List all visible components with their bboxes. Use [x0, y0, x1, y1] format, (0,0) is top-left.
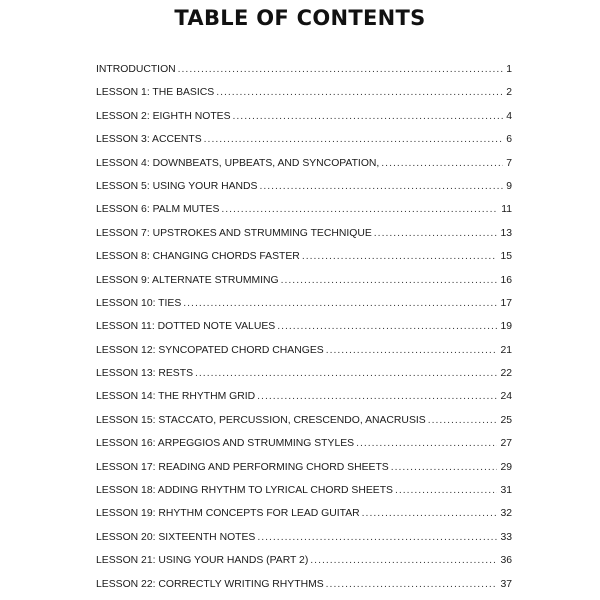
toc-entry: [96, 339, 512, 362]
toc-entry: [96, 128, 512, 151]
page-title: TABLE OF CONTENTS: [174, 6, 426, 30]
toc-entry-page-number: 31: [500, 485, 512, 497]
toc-entry-label: LESSON 6: PALM MUTES: [96, 204, 220, 216]
toc-entry-label: LESSON 3: ACCENTS: [96, 134, 202, 146]
toc-entry-page-number: 4: [506, 110, 512, 122]
dot-leader: [362, 502, 498, 525]
toc-entry: [96, 409, 512, 432]
dot-leader: [374, 222, 498, 245]
toc-entry: [96, 432, 512, 455]
toc-entry-label: LESSON 13: RESTS: [96, 368, 194, 380]
toc-entry: [96, 385, 512, 408]
dot-leader: [326, 339, 498, 362]
toc-entry: [96, 222, 512, 245]
toc-entry-label: LESSON 8: CHANGING CHORDS FASTER: [96, 251, 300, 263]
toc-entry-page-number: 6: [506, 134, 512, 146]
dot-leader: [257, 526, 497, 549]
toc-entry-page-number: 21: [500, 344, 512, 356]
dot-leader: [326, 573, 498, 596]
toc-entry: [96, 315, 512, 338]
toc-entry-page-number: 22: [500, 368, 512, 380]
toc-entry-label: LESSON 5: USING YOUR HANDS: [96, 180, 258, 192]
toc-entry-label: LESSON 15: STACCATO, PERCUSSION, CRESCENDO, ANACRUSIS: [96, 414, 426, 426]
toc-entry-label: LESSON 22: CORRECTLY WRITING RHYTHMS: [96, 578, 324, 590]
toc-entry: [96, 198, 512, 221]
toc-entry: [96, 573, 512, 596]
toc-entry-label: LESSON 4: DOWNBEATS, UPBEATS, AND SYNCOPATION,: [96, 157, 380, 169]
toc-entry-page-number: 17: [500, 297, 512, 309]
dot-leader: [281, 269, 498, 292]
toc-entry: [96, 152, 512, 175]
dot-leader: [195, 362, 497, 385]
dot-leader: [381, 152, 503, 175]
toc-entry: [96, 58, 512, 81]
dot-leader: [259, 175, 503, 198]
toc-entry-page-number: 11: [501, 204, 512, 216]
toc-entry-page-number: 15: [500, 251, 512, 263]
toc-entry: [96, 269, 512, 292]
toc-entry: [96, 456, 512, 479]
dot-leader: [277, 315, 497, 338]
dot-leader: [221, 198, 498, 221]
toc-entry: [96, 362, 512, 385]
toc-entry: [96, 245, 512, 268]
toc-entry-label: LESSON 14: THE RHYTHM GRID: [96, 391, 256, 403]
toc-entry-label: LESSON 19: RHYTHM CONCEPTS FOR LEAD GUITAR: [96, 508, 360, 520]
dot-leader: [183, 292, 497, 315]
toc-entry-label: LESSON 21: USING YOUR HANDS (PART 2): [96, 555, 309, 567]
toc-entry: [96, 479, 512, 502]
toc-entry: [96, 526, 512, 549]
toc-entry-label: INTRODUCTION: [96, 64, 176, 75]
dot-leader: [178, 58, 504, 81]
toc-entry-label: LESSON 1: THE BASICS: [96, 87, 215, 99]
toc-entry-page-number: 29: [500, 461, 512, 473]
toc-entry-page-number: 37: [500, 578, 512, 590]
toc-entry-page-number: 2: [506, 87, 512, 99]
toc-entry-page-number: 24: [500, 391, 512, 403]
toc-entry: [96, 81, 512, 104]
toc-entry-page-number: 27: [500, 438, 512, 450]
dot-leader: [257, 385, 497, 408]
toc-entry-label: LESSON 18: ADDING RHYTHM TO LYRICAL CHORD SHEETS: [96, 485, 393, 497]
toc-entry-label: LESSON 11: DOTTED NOTE VALUES: [96, 321, 276, 333]
toc-entry-page-number: 9: [506, 180, 512, 192]
toc-entry-page-number: 16: [500, 274, 512, 286]
dot-leader: [204, 128, 504, 151]
toc-entry-label: LESSON 9: ALTERNATE STRUMMING: [96, 274, 279, 286]
toc-entry-page-number: 1: [506, 64, 512, 75]
toc-entry-page-number: 32: [500, 508, 512, 520]
dot-leader: [302, 245, 498, 268]
dot-leader: [310, 549, 497, 572]
toc-entry-label: LESSON 17: READING AND PERFORMING CHORD SHEETS: [96, 461, 389, 473]
toc-entry-label: LESSON 10: TIES: [96, 297, 182, 309]
toc-entry: [96, 502, 512, 525]
dot-leader: [356, 432, 497, 455]
toc-entry-page-number: 36: [500, 555, 512, 567]
toc-entry-label: LESSON 20: SIXTEENTH NOTES: [96, 531, 256, 543]
dot-leader: [216, 81, 503, 104]
toc-entry-label: LESSON 12: SYNCOPATED CHORD CHANGES: [96, 344, 324, 356]
dot-leader: [391, 456, 498, 479]
dot-leader: [233, 105, 504, 128]
toc-entry-page-number: 25: [500, 414, 512, 426]
toc-entry: [96, 292, 512, 315]
toc-entry-page-number: 7: [506, 157, 512, 169]
toc-entry: [96, 175, 512, 198]
toc-entry-page-number: 13: [500, 227, 512, 239]
toc-entry-page-number: 33: [500, 531, 512, 543]
toc-entry-label: LESSON 2: EIGHTH NOTES: [96, 110, 231, 122]
dot-leader: [395, 479, 497, 502]
toc-entry: [96, 549, 512, 572]
toc-entry: [96, 105, 512, 128]
toc-entry-page-number: 19: [500, 321, 512, 333]
toc-entry-label: LESSON 7: UPSTROKES AND STRUMMING TECHNIQUE: [96, 227, 372, 239]
table-of-contents-list: [96, 58, 512, 596]
dot-leader: [428, 409, 498, 432]
toc-entry-label: LESSON 16: ARPEGGIOS AND STRUMMING STYLES: [96, 438, 355, 450]
